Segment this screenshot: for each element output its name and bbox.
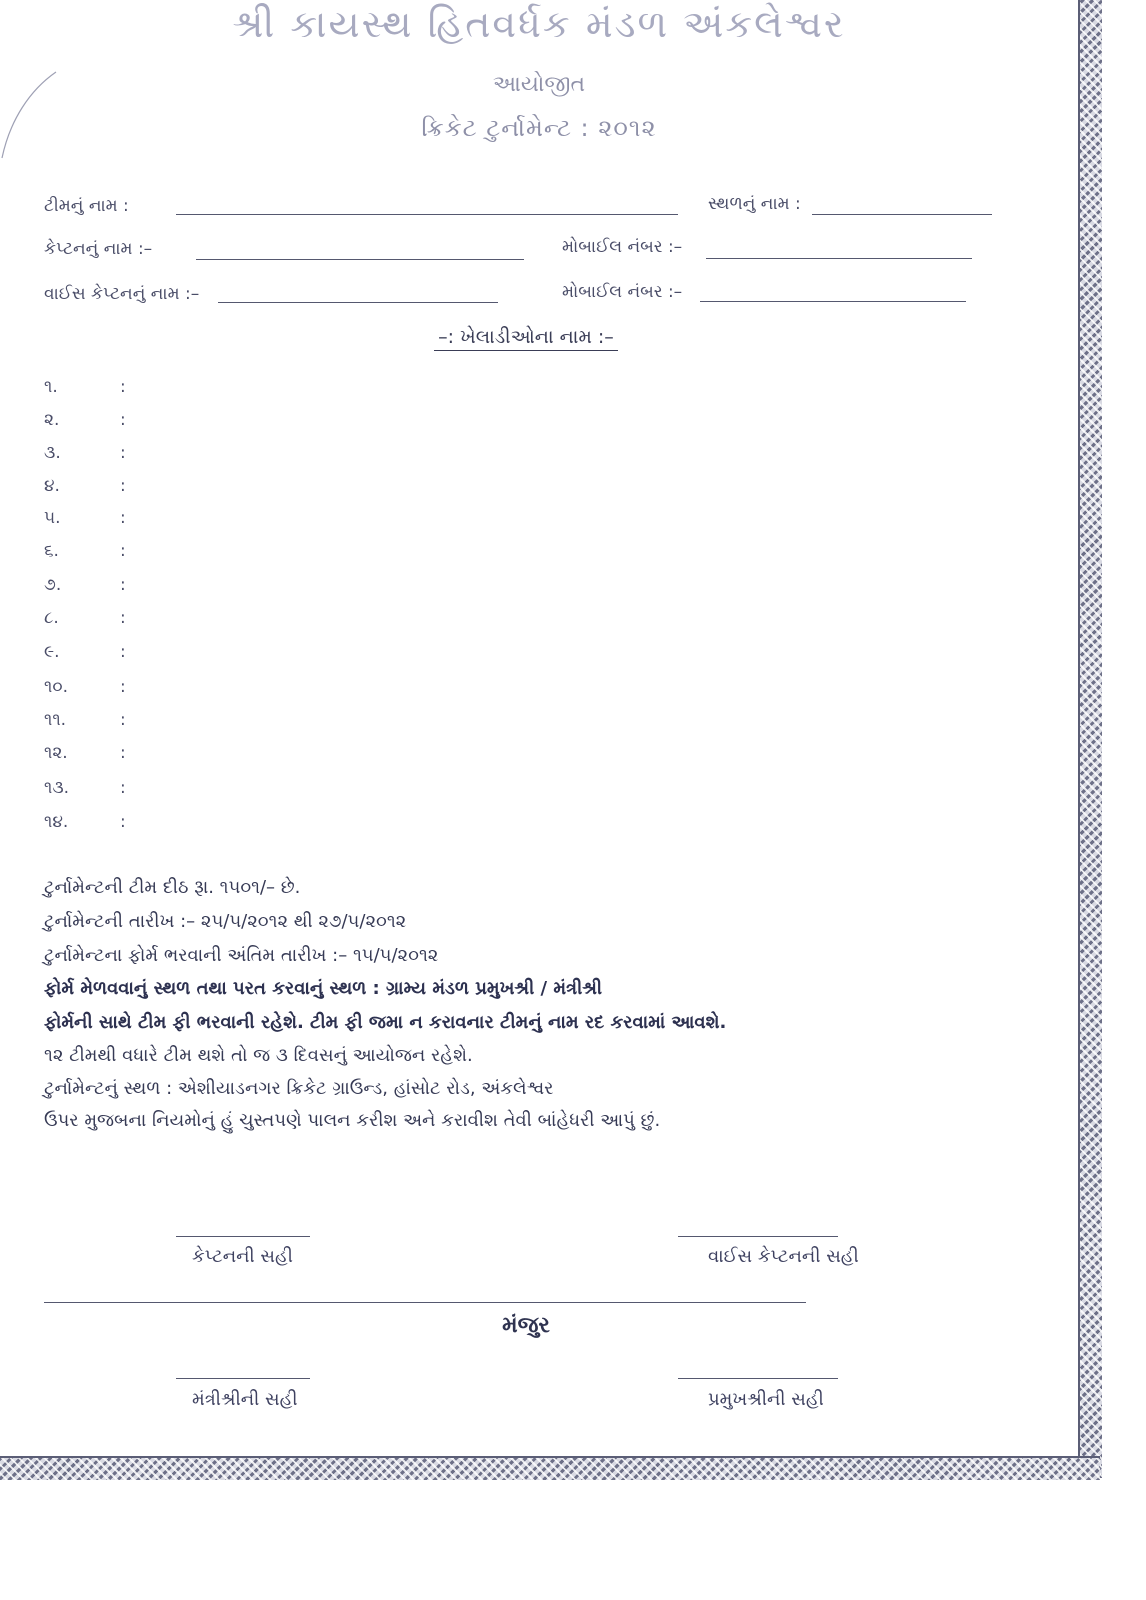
approved-heading: મંજુર <box>502 1313 550 1338</box>
vice-captain-mobile-field[interactable] <box>700 301 966 302</box>
player-number: ૧૦. <box>44 677 68 697</box>
captain-name-field[interactable] <box>196 259 524 260</box>
player-colon[interactable]: : <box>120 642 126 662</box>
place-name-label: સ્થળનું નામ : <box>708 194 801 214</box>
vice-captain-signature-line[interactable] <box>678 1236 838 1237</box>
rule-entry-fee: ટુર્નામેન્ટની ટીમ દીઠ રૂા. ૧૫૦૧/– છે. <box>44 877 301 898</box>
players-heading <box>0 326 1052 348</box>
player-colon[interactable]: : <box>120 710 126 730</box>
vice-captain-name-field[interactable] <box>218 302 498 303</box>
player-colon[interactable]: : <box>120 541 126 561</box>
place-name-field[interactable] <box>812 214 992 215</box>
rule-venue: ટુર્નામેન્ટનું સ્થળ : એશીયાડનગર ક્રિકેટ ગ્રાઉન્ડ, હાંસોટ રોડ, અંકલેશ્વર <box>44 1078 554 1099</box>
vice-captain-mobile-label: મોબાઈલ નંબર :– <box>562 282 683 302</box>
player-number: ૧૧. <box>44 710 67 730</box>
vice-captain-name-label: વાઈસ કેપ્ટનનું નામ :– <box>44 284 200 304</box>
decorative-border-bottom <box>0 1456 1100 1480</box>
captain-mobile-label: મોબાઈલ નંબર :– <box>562 237 683 257</box>
player-colon[interactable]: : <box>120 575 126 595</box>
tournament-title: ક્રિકેટ ટુર્નામેન્ટ : ૨૦૧૨ <box>421 114 657 142</box>
player-number: ૭. <box>44 575 62 595</box>
player-colon[interactable]: : <box>120 410 126 430</box>
player-number: ૩. <box>44 443 61 463</box>
player-number: ૯. <box>44 642 60 662</box>
player-number: ૮. <box>44 608 59 628</box>
captain-name-label: કેપ્ટનનું નામ :– <box>44 239 153 259</box>
players-heading-text: –: ખેલાડીઓના નામ :– <box>434 326 618 351</box>
rule-fee-with-form: ફોર્મની સાથે ટીમ ફી ભરવાની રહેશે. ટીમ ફી જમા ન કરાવનાર ટીમનું નામ રદ કરવામાં આવશે. <box>44 1012 727 1033</box>
player-number: ૨. <box>44 410 60 430</box>
player-colon[interactable]: : <box>120 778 126 798</box>
player-colon[interactable]: : <box>120 476 126 496</box>
vice-captain-signature-label: વાઈસ કેપ્ટનની સહી <box>708 1246 859 1267</box>
team-name-field[interactable] <box>176 214 678 215</box>
captain-signature-label: કેપ્ટનની સહી <box>192 1246 293 1267</box>
player-number: ૧૪. <box>44 812 69 832</box>
player-number: ૧૩. <box>44 778 70 798</box>
president-signature-line[interactable] <box>678 1378 838 1379</box>
secretary-signature-label: મંત્રીશ્રીની સહી <box>192 1389 298 1410</box>
rule-dates: ટુર્નામેન્ટની તારીખ :– ૨૫/૫/૨૦૧૨ થી ૨૭/૫/૨૦૧૨ <box>44 911 407 932</box>
player-colon[interactable]: : <box>120 443 126 463</box>
president-signature-label: પ્રમુખશ્રીની સહી <box>708 1389 824 1410</box>
player-colon[interactable]: : <box>120 812 126 832</box>
captain-mobile-field[interactable] <box>706 258 972 259</box>
organization-title: શ્રી કાયસ્થ હિતવર્ધક મંડળ અંકલેશ્વર <box>232 2 846 46</box>
player-colon[interactable]: : <box>120 377 126 397</box>
player-colon[interactable]: : <box>120 608 126 628</box>
player-colon[interactable]: : <box>120 743 126 763</box>
organized-by-text: આયોજીત <box>492 72 586 97</box>
divider-line <box>44 1302 806 1303</box>
captain-signature-line[interactable] <box>176 1236 310 1237</box>
rule-three-day-condition: ૧૨ ટીમથી વધારે ટીમ થશે તો જ ૩ દિવસનું આયોજન રહેશે. <box>44 1045 473 1066</box>
player-number: ૪. <box>44 476 60 496</box>
player-number: ૬. <box>44 541 59 561</box>
secretary-signature-line[interactable] <box>176 1378 310 1379</box>
player-colon[interactable]: : <box>120 508 126 528</box>
team-name-label: ટીમનું નામ : <box>44 196 129 216</box>
player-number: ૫. <box>44 508 61 528</box>
player-number: ૧૨. <box>44 743 68 763</box>
player-number: ૧. <box>44 377 58 397</box>
rule-last-date: ટુર્નામેન્ટના ફોર્મ ભરવાની અંતિમ તારીખ :– ૧૫/૫/૨૦૧૨ <box>44 945 439 966</box>
rule-undertaking: ઉપર મુજબના નિયમોનું હું ચુસ્તપણે પાલન કરીશ અને કરાવીશ તેવી બાંહેધરી આપું છું. <box>44 1110 661 1131</box>
rule-form-location: ફોર્મ મેળવવાનું સ્થળ તથા પરત કરવાનું સ્થળ : ગ્રામ્ય મંડળ પ્રમુખશ્રી / મંત્રીશ્રી <box>44 978 603 999</box>
decorative-border-right <box>1078 0 1102 1478</box>
player-colon[interactable]: : <box>120 677 126 697</box>
